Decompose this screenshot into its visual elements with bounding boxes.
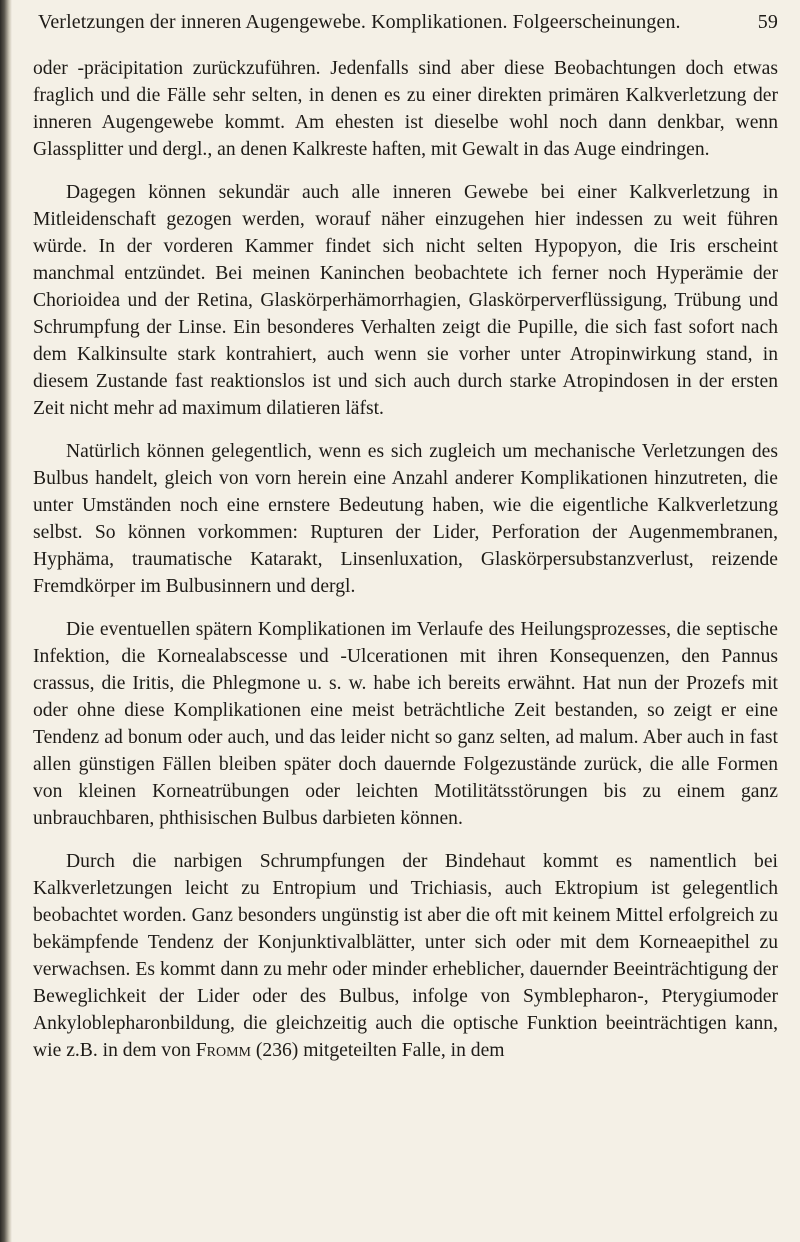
body-text [33, 55, 778, 1080]
paragraph-5-text-after: (236) mitgeteilten Falle, in dem [250, 1040, 505, 1061]
paragraph-2: Dagegen können sekundär auch alle inneren Gewebe bei einer Kalkverletzung in Mitleidenschaft gezogen werden, worauf näher einzugehen hier indessen zu weit führen würde. In der vorderen Kammer findet sich nicht selten Hypopyon, die Iris erscheint manchmal entzündet. Bei meinen Kaninchen beobachtete ich ferner noch Hyperämie der Chorioidea und der Retina, Glaskörperhämorrhagien, Glaskörperverflüssigung, Trübung und Schrumpfung der Linse. Ein besonderes Verhalten zeigt die Pupille, die sich fast sofort nach dem Kalkinsulte stark kontrahiert, auch wenn sie vorher unter Atropinwirkung stand, in diesem Zustande fast reaktionslos ist und sich auch durch starke Atropindosen in der ersten Zeit nicht mehr ad maximum dilatieren läfst. [33, 182, 778, 419]
paragraph-5-text-before: Durch die narbigen Schrumpfungen der Bindehaut kommt es namentlich bei Kalkverletzungen leicht zu Entropium und Trichiasis, auch Ektropium ist gelegentlich beobachtet worden. Ganz besonders ungünstig ist aber die oft mit keinem Mittel erfolgreich zu bekämpfende Tendenz der Konjunktivalblätter, unter sich oder mit dem Korneaepithel zu verwachsen. Es kommt dann zu mehr oder minder erheblicher, dauernder Beeinträchtigung der Beweglichkeit der Lider oder des Bulbus, infolge von Symblepharon-, Pterygiumoder Ankyloblepharonbildung, die gleichzeitig auch die optische Funktion beeinträchtigen kann, wie z.B. in dem von [33, 851, 778, 1061]
paragraph-5 [33, 848, 778, 1064]
cited-author: Fromm [195, 1040, 251, 1061]
page-number: 59 [757, 11, 778, 33]
paragraph-4: Die eventuellen spätern Komplikationen im Verlaufe des Heilungsprozesses, die septische Infektion, die Kornealabscesse und -Ulcerationen mit ihren Konsequenzen, den Pannus crassus, die Iritis, die Phlegmone u. s. w. habe ich bereits erwähnt. Hat nun der Prozefs mit oder ohne diese Komplikationen eine meist beträchtliche Zeit bestanden, so zeigt er eine Tendenz ad bonum oder auch, und das leider nicht so ganz selten, ad malum. Aber auch in fast allen günstigen Fällen bleiben später doch dauernde Folgezustände zurück, die alle Formen von kleinen Korneatrübungen oder leichten Motilitätsstörungen bis zu einem ganz unbrauchbaren, phthisischen Bulbus darbieten können. [33, 619, 778, 829]
paragraph-1: oder -präcipitation zurückzuführen. Jedenfalls sind aber diese Beobachtungen doch etwas fraglich und die Fälle sehr selten, in denen es zu einer direkten primären Kalkverletzung der inneren Augengewebe kommt. Am ehesten ist dieselbe wohl noch dann denkbar, wenn Glassplitter und dergl., an denen Kalkreste haften, mit Gewalt in das Auge eindringen. [33, 58, 778, 160]
book-binding-edge [0, 0, 12, 1242]
running-head-title: Verletzungen der inneren Augengewebe. Komplikationen. Folgeerscheinungen. [38, 11, 681, 33]
paragraph-3: Natürlich können gelegentlich, wenn es sich zugleich um mechanische Verletzungen des Bulbus handelt, gleich von vorn herein eine Anzahl anderer Komplikationen hinzutreten, die unter Umständen noch eine ernstere Bedeutung haben, wie die eigentliche Kalkverletzung selbst. So können vorkommen: Rupturen der Lider, Perforation der Augenmembranen, Hyphäma, traumatische Katarakt, Linsenluxation, Glaskörpersubstanzverlust, reizende Fremdkörper im Bulbusinnern und dergl. [33, 441, 778, 597]
